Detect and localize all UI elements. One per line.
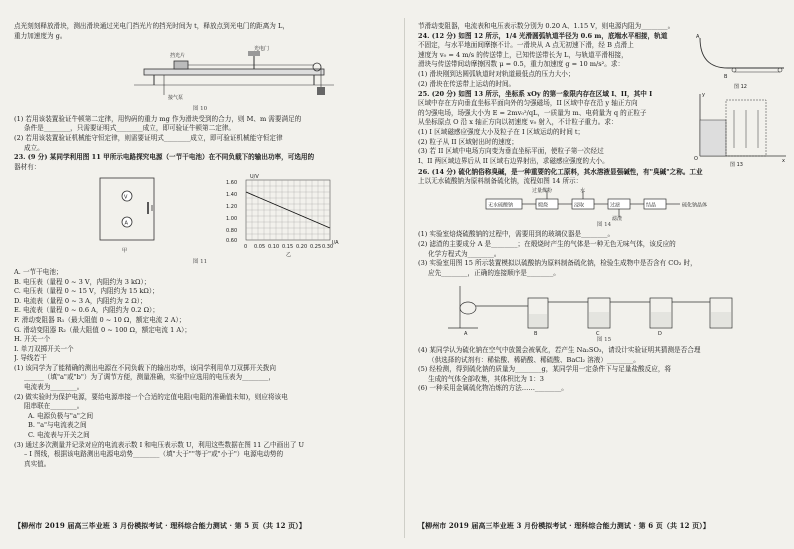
fig15-label-a: A	[464, 331, 468, 337]
q24-line-2: 不固定，与水平地面间摩擦不计。一滑块从 A 点无初速下滑，经 B 点滑上	[418, 41, 634, 50]
fig12-point-a: A	[696, 33, 700, 40]
q26-part-5b: 生成的气体全部收集，其体积比为 1：3	[428, 374, 544, 383]
figure-15	[418, 278, 790, 336]
graph-x-unit: I/A	[332, 240, 339, 247]
q23-option-c: C. 电流表与开关之间	[28, 431, 90, 440]
fig15-label-d: D	[658, 331, 662, 337]
q26-part-3b: 应先________，正确的连接顺序是________。	[428, 268, 560, 277]
y-tick-5: 0.60	[226, 238, 238, 245]
flow-box-4: 结晶	[646, 202, 657, 209]
q26-line-2: 上以无水硫酸钠为原料制备硫化钠，流程如图 14 所示：	[418, 177, 583, 186]
q22-part-1a: (1) 若用该装置验证牛顿第二定律，用钩码的重力 mg 作为滑块受到的合力，则 M、m 需要满足的	[14, 114, 302, 123]
fig10-stop-label: 挡光片	[170, 53, 186, 60]
q26-part-1: (1) 实验室焙烧硫酸钠的过程中，需要用到的玻璃仪器是________。	[418, 230, 615, 239]
y-tick-3: 1.00	[226, 216, 238, 223]
q25-line-2: 区域中存在方向垂直坐标平面向外的匀强磁场，II 区域中存在沿 y 轴正方向	[418, 99, 638, 108]
y-tick-1: 1.40	[226, 192, 238, 199]
q23-option-a: A. 电源负极与"a"之间	[28, 411, 94, 420]
q25-line-4: 从坐标原点 O 沿 x 轴正方向以初速度 v₀ 射入，不计粒子重力。求：	[418, 118, 618, 127]
q25-line-8: I、II 两区域边界后从 II 区域右边界射出，求磁感应强度的大小。	[418, 156, 609, 165]
flow-box-1: 煅烧	[538, 202, 549, 209]
right-top-line: 节滑动变阻器，电流表和电压表示数分别为 0.20 A、1.15 V，则电源内阻为________。	[418, 22, 675, 30]
q24-block	[418, 32, 790, 90]
figure-14-caption: 图 14	[596, 221, 612, 228]
fig11-yi-label: 乙	[286, 252, 292, 259]
q23-part-3c: 真实值。	[24, 459, 51, 468]
x-tick-6: 0.30	[322, 244, 334, 251]
equip-j: J. 导线若干	[14, 354, 47, 363]
q25-line-3: 的匀强电场，场强大小为 E = 2mv₀²/qL，一质量为 m、电荷量为 q 的正粒子	[418, 108, 647, 117]
equip-h: H. 开关一个	[14, 335, 51, 344]
figure-12-drawing	[694, 32, 790, 90]
q23-part-1a: (1) 该同学为了能精确的测出电源在不同负载下的输出功率，该同学利用单刀双掷开关拨向	[14, 363, 276, 372]
intro-line-1: 点光刻刻释放滑块，测出滑块通过光电门挡光片的挡光时间为 t，释放点到光电门的距离为 L，	[14, 22, 289, 30]
flow-box-5: 硫化钠晶体	[682, 202, 708, 209]
figure-11-drawing	[14, 172, 386, 258]
q24-line-5: (1) 滑块刚到达圆弧轨道时对轨道最低点的压力大小；	[418, 69, 575, 78]
x-tick-0: 0	[244, 244, 248, 251]
q23-part-1c: 电流表为________。	[24, 383, 84, 392]
circuit-frame	[100, 178, 154, 240]
graph-axis-unit: U/V	[250, 174, 259, 181]
x-tick-2: 0.10	[268, 244, 280, 251]
figure-14-drawing	[418, 187, 790, 221]
q23-part-3a: (3) 通过多次测量并记录对应的电流表示数 I 和电压表示数 U，利用这些数据在图 11 乙中画出了 U	[14, 440, 305, 449]
flow-top-0: 过量煤粉	[532, 187, 553, 194]
q25-heading: 25. (20 分) 如图 13 所示，坐标系 xOy 的第一象限内存在区域 I、II，其中 I	[418, 89, 653, 98]
q25-line-6: (2) 粒子从 II 区域射出时的速度；	[418, 137, 518, 146]
fig13-origin: O	[694, 155, 698, 162]
fig10-light-gate-label: 光电门	[254, 46, 270, 53]
figure-10	[14, 43, 386, 105]
fig15-label-c: C	[596, 331, 600, 337]
right-column	[418, 22, 790, 520]
x-tick-3: 0.15	[282, 244, 294, 251]
figure-14	[418, 187, 790, 221]
figure-10-drawing	[14, 43, 386, 105]
fig10-pump-label: 接气泵	[168, 95, 184, 102]
q24-heading: 24. (12 分) 如图 12 所示，1/4 光滑圆弧轨道半径为 0.6 m，底端水平相接，轨道	[418, 31, 668, 40]
q24-line-4: 滑块与传送带间动摩擦因数 μ = 0.5，重力加速度 g = 10 m/s²。求：	[418, 60, 625, 69]
intro-line-2: 重力加速度为 g。	[14, 31, 67, 40]
q26-part-6: (6) 一种采用金属硫化物冶炼的方法……________。	[418, 384, 568, 393]
equip-e: E. 电流表（量程 0 ~ 0.6 A，内阻约为 0.2 Ω）；	[14, 306, 159, 315]
column-divider	[404, 18, 405, 538]
y-tick-2: 1.20	[226, 204, 238, 211]
q23-part-3b: – I 图线，根据该电路测出电源电动势________（填"大于""等于"或"小于"）电源电动势的	[24, 450, 284, 459]
equip-b: B. 电压表（量程 0 ~ 3 V，内阻约为 3 kΩ）；	[14, 277, 151, 286]
footer-page-5: 【柳州市 2019 届高三毕业班 3 月份模拟考试 · 理科综合能力测试 · 第 5 页（共 12 页）】	[14, 521, 306, 530]
q22-part-1b: 条件是________，只需要证明式________成立，即可验证牛顿第二定律。	[24, 124, 235, 133]
q26-part-4b: （供选择的试剂有：稀盐酸、稀硝酸、稀硫酸、BaCl₂ 溶液）________。	[428, 355, 640, 364]
flow-box-0: 无水硫酸钠	[488, 202, 514, 209]
q26-part-2a: (2) 滤渣的主要成分 A 是________；在煅烧时产生的气体是一种无色无味气体，该反应的	[418, 239, 676, 248]
q23-heading: 23. (9 分) 某同学利用图 11 甲所示电路探究电源（一节干电池）在不同负载下的输出功率，可选用的	[14, 153, 315, 162]
q24-line-6: (2) 滑块在传送带上运动的时间。	[418, 79, 516, 88]
q23-part-2b: 阻串联在________。	[24, 402, 84, 411]
figure-11-caption: 图 11	[192, 259, 208, 266]
q26-heading: 26. (14 分) 硫化钠俗称臭碱，是一种重要的化工原料，其水溶液显强碱性，有"臭碱"之称。工业	[418, 167, 703, 176]
q23-part-2a: (2) 做实验时为保护电源，要给电源串接一个合适的定值电阻(电阻的准确值未知)，则应将该电	[14, 392, 288, 401]
figure-11	[14, 172, 386, 258]
flow-bottom-0: 滤渣	[612, 215, 623, 221]
q25-line-7: (3) 若 II 区域中电场方向变为垂直坐标平面，使粒子第一次经过	[418, 147, 604, 156]
q22-part-2b: 成立。	[24, 143, 44, 152]
fig13-caption: 图 13	[730, 161, 743, 168]
flow-box-2: 浸取	[574, 202, 585, 209]
figure-10-caption: 图 10	[192, 106, 208, 113]
ammeter-letter: A	[124, 220, 128, 227]
q23-heading-cont: 器材有：	[14, 162, 41, 171]
q22-part-2a: (2) 若用该装置验证机械能守恒定律，则需要证明式________成立，即可验证机械能守恒定律	[14, 133, 283, 142]
left-column	[14, 22, 386, 520]
q26-part-2b: 化学方程式为________。	[428, 249, 501, 258]
figure-15-drawing	[418, 278, 790, 336]
footer-page-6: 【柳州市 2019 届高三毕业班 3 月份模拟考试 · 理科综合能力测试 · 第 6 页（共 12 页）】	[418, 521, 710, 530]
fig13-y-axis: y	[702, 91, 705, 98]
q23-part-1b: ______（填"a"或"b"）为了调节方便，测量准确，实验中应选用的电压表为________，	[24, 373, 276, 382]
flow-box-3: 过滤	[610, 202, 621, 209]
fig12-point-b: B	[724, 73, 728, 80]
q23-option-b: B. "a"与电流表之间	[28, 421, 87, 430]
q26-part-4a: (4) 某同学认为硫化钠在空气中放置会被氧化，若产生 Na₂SO₃，请设计实验证明其猜测是否合理	[418, 345, 701, 354]
y-tick-0: 1.60	[226, 180, 238, 187]
equip-i: I. 单刀双掷开关一个	[14, 344, 74, 353]
q24-line-3: 速度为 v₀ = 4 m/s 的传送带上，已知传送带长为 L，与轨道平滑相接，	[418, 50, 628, 59]
fig15-label-b: B	[534, 331, 538, 337]
q26-part-3a: (3) 实验室用图 15 所示装置模拟以硫酸钠为原料制备硫化钠，检验生成物中是否含有 CO₂ 时，	[418, 259, 697, 268]
q26-part-5a: (5) 经检测，得到硫化钠的质量为________g，某同学用一定条件下与足量盐酸反应，将	[418, 365, 672, 374]
q25-block	[418, 90, 790, 168]
equip-g: G. 滑动变阻器 R₂（最大阻值 0 ~ 100 Ω，额定电流 1 A）；	[14, 325, 192, 334]
x-tick-4: 0.20	[296, 244, 308, 251]
x-tick-5: 0.25	[310, 244, 322, 251]
equip-f: F. 滑动变阻器 R₁（最大阻值 0 ~ 10 Ω，额定电流 2 A）；	[14, 315, 186, 324]
equip-c: C. 电压表（量程 0 ~ 15 V，内阻约为 15 kΩ）；	[14, 287, 159, 296]
y-tick-4: 0.80	[226, 228, 238, 235]
flow-top-1: 水	[580, 187, 586, 194]
equip-d: D. 电流表（量程 0 ~ 3 A，内阻约为 2 Ω）；	[14, 296, 147, 305]
ui-graph	[226, 174, 339, 258]
figure-15-caption: 图 15	[596, 337, 612, 344]
fig11-jia-label: 甲	[122, 248, 128, 255]
figure-13-drawing	[690, 90, 790, 168]
voltmeter-letter: V	[124, 194, 128, 201]
fig13-x-axis: x	[782, 157, 785, 164]
q25-line-5: (1) I 区域磁感应强度大小及粒子在 I 区域运动的时间 t；	[418, 127, 585, 136]
equip-a: A. 一节干电池；	[14, 267, 63, 276]
fig12-caption: 图 12	[734, 83, 747, 90]
x-tick-1: 0.05	[254, 244, 266, 251]
